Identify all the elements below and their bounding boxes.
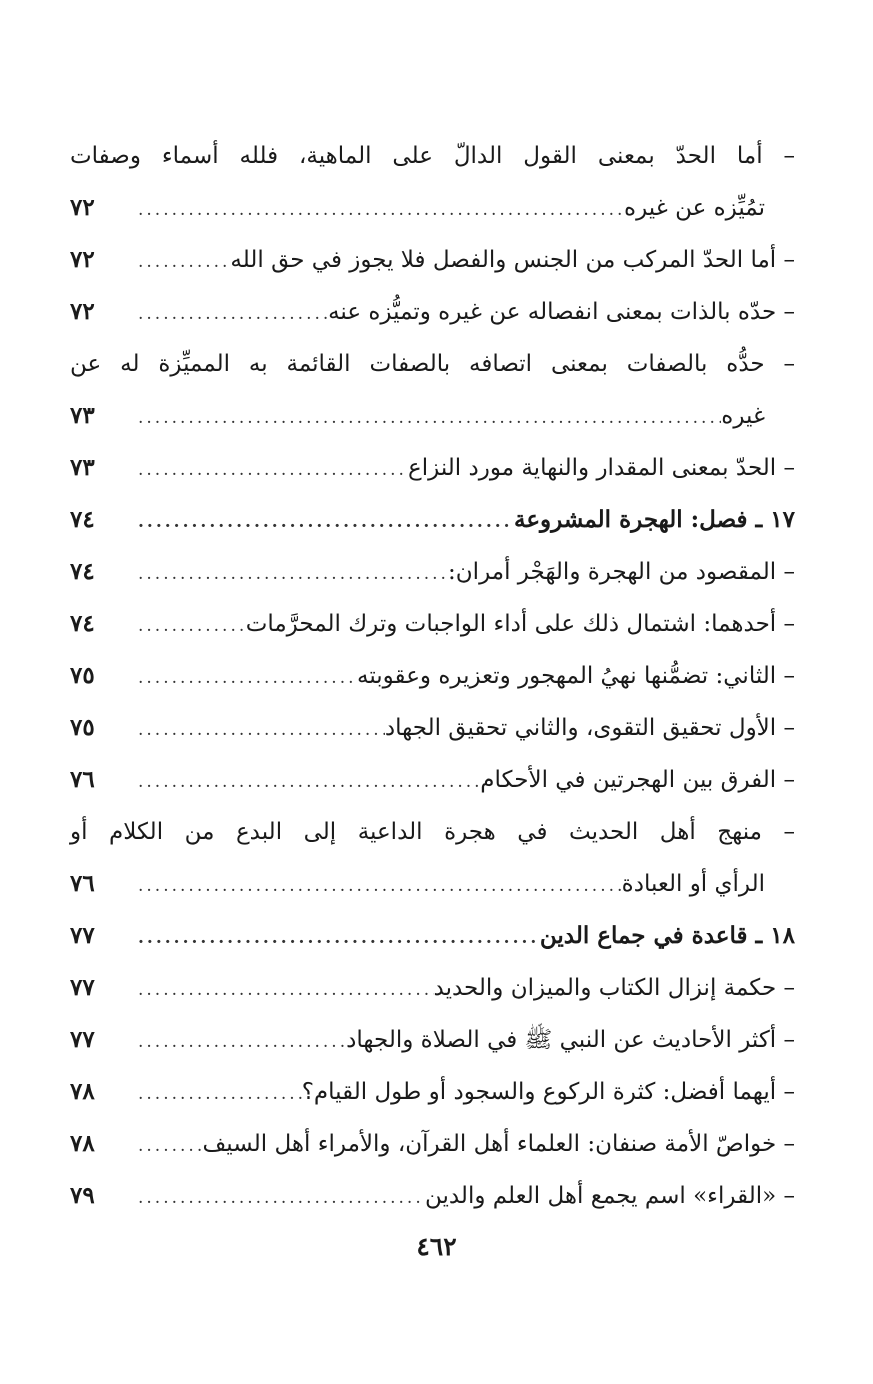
- section-heading-entry: [70, 910, 795, 962]
- toc-entry: [70, 1066, 795, 1118]
- entry-line: [70, 234, 795, 286]
- entry-page-number: ٧٦: [70, 766, 95, 793]
- entry-page-number: ٧٧: [70, 922, 95, 949]
- leader-dots: [130, 392, 721, 444]
- toc-entry: [70, 286, 795, 338]
- entry-line: [70, 962, 795, 1014]
- entry-page-number: ٧٣: [70, 402, 95, 429]
- entry-line: [70, 286, 795, 338]
- entry-page-number: ٧٧: [70, 974, 95, 1001]
- leader-dots: [130, 1068, 302, 1120]
- toc-entry: [70, 1170, 795, 1222]
- entry-page-number: ٧٥: [70, 662, 95, 689]
- entry-page-number: ٧٤: [70, 558, 95, 585]
- toc-entry: [70, 546, 795, 598]
- page-number: ٤٦٢: [416, 1232, 457, 1261]
- entry-page-number: ٧٦: [70, 870, 95, 897]
- leader-dots: [130, 652, 357, 704]
- leader-dots: [130, 600, 246, 652]
- toc-entry: [70, 754, 795, 806]
- entry-line: [70, 182, 795, 234]
- toc-entry: [70, 598, 795, 650]
- entry-text: – «القراء» اسم يجمع أهل العلم والدين: [424, 1183, 795, 1209]
- leader-dots: [130, 444, 408, 496]
- entry-page-number: ٧٤: [70, 506, 95, 533]
- entry-text: – أكثر الأحاديث عن النبي ﷺ في الصلاة والجهاد: [346, 1027, 795, 1053]
- toc-entry: [70, 234, 795, 286]
- entry-page-number: ٧٧: [70, 1026, 95, 1053]
- leader-dots: [130, 548, 448, 600]
- entry-page-number: ٧٩: [70, 1182, 95, 1209]
- entry-text: – المقصود من الهجرة والهَجْر أمران:: [448, 559, 795, 585]
- leader-dots: [130, 756, 480, 808]
- entry-line: [70, 390, 795, 442]
- entry-text: ١٨ ـ قاعدة في جماع الدين: [539, 922, 795, 949]
- leader-dots: [130, 704, 385, 756]
- toc-entry: [70, 702, 795, 754]
- entry-line: [70, 442, 795, 494]
- entry-text: الرأي أو العبادة: [621, 871, 765, 897]
- entry-text: – أيهما أفضل: كثرة الركوع والسجود أو طول القيام؟: [301, 1079, 795, 1105]
- entry-line: [70, 1014, 795, 1066]
- table-of-contents: [70, 130, 795, 1222]
- entry-text: – حدّه بالذات بمعنى انفصاله عن غيره وتميُّزه عنه: [328, 299, 795, 325]
- leader-dots: [130, 860, 622, 912]
- toc-entry: [70, 130, 795, 234]
- entry-text: – حكمة إنزال الكتاب والميزان والحديد: [433, 975, 795, 1001]
- leader-dots: [130, 1016, 346, 1068]
- toc-entry: [70, 650, 795, 702]
- entry-text: – خواصّ الأمة صنفان: العلماء أهل القرآن، والأمراء أهل السيف: [202, 1131, 795, 1157]
- entry-text: – الأول تحقيق التقوى، والثاني تحقيق الجهاد: [384, 715, 795, 741]
- entry-text: – حدُّه بالصفات بمعنى اتصافه بالصفات القائمة به المميِّزة له عن: [70, 351, 795, 377]
- leader-dots: [130, 964, 434, 1016]
- entry-page-number: ٧٨: [70, 1078, 95, 1105]
- toc-entry: [70, 962, 795, 1014]
- leader-dots: [130, 236, 230, 288]
- entry-text: – الثاني: تضمُّنها نهيُ المهجور وتعزيره وعقوبته: [357, 663, 795, 689]
- entry-page-number: ٧٤: [70, 610, 95, 637]
- leader-dots: [130, 496, 514, 548]
- entry-line: [70, 858, 795, 910]
- section-heading-entry: [70, 494, 795, 546]
- entry-page-number: ٧٢: [70, 246, 95, 273]
- entry-text: – الفرق بين الهجرتين في الأحكام: [480, 767, 795, 793]
- toc-entry: [70, 806, 795, 910]
- entry-page-number: ٧٢: [70, 298, 95, 325]
- entry-line: [70, 702, 795, 754]
- entry-line: [70, 650, 795, 702]
- entry-line: [70, 910, 795, 962]
- entry-line: [70, 1170, 795, 1222]
- leader-dots: [130, 288, 328, 340]
- entry-page-number: ٧٢: [70, 194, 95, 221]
- entry-line: [70, 338, 795, 390]
- entry-page-number: ٧٣: [70, 454, 95, 481]
- toc-entry: [70, 338, 795, 442]
- entry-text: ١٧ ـ فصل: الهجرة المشروعة: [514, 506, 795, 533]
- entry-line: [70, 1118, 795, 1170]
- entry-text: – أما الحدّ بمعنى القول الدالّ على الماهية، فلله أسماء وصفات: [70, 143, 795, 169]
- leader-dots: [130, 912, 540, 964]
- entry-text: تمُيِّزه عن غيره: [624, 195, 765, 221]
- entry-text: – منهج أهل الحديث في هجرة الداعية إلى البدع من الكلام أو: [70, 819, 795, 845]
- entry-text: – الحدّ بمعنى المقدار والنهاية مورد النزاع: [408, 455, 795, 481]
- leader-dots: [130, 1172, 425, 1224]
- entry-line: [70, 598, 795, 650]
- entry-line: [70, 1066, 795, 1118]
- entry-line: [70, 806, 795, 858]
- entry-text: غيره: [721, 403, 765, 429]
- entry-text: – أما الحدّ المركب من الجنس والفصل فلا يجوز في حق الله: [230, 247, 795, 273]
- entry-page-number: ٧٥: [70, 714, 95, 741]
- entry-page-number: ٧٨: [70, 1130, 95, 1157]
- leader-dots: [130, 184, 624, 236]
- entry-line: [70, 494, 795, 546]
- toc-entry: [70, 1014, 795, 1066]
- entry-line: [70, 546, 795, 598]
- leader-dots: [130, 1120, 202, 1172]
- entry-line: [70, 130, 795, 182]
- toc-entry: [70, 1118, 795, 1170]
- entry-text: – أحدهما: اشتمال ذلك على أداء الواجبات وترك المحرَّمات: [245, 611, 795, 637]
- toc-entry: [70, 442, 795, 494]
- entry-line: [70, 754, 795, 806]
